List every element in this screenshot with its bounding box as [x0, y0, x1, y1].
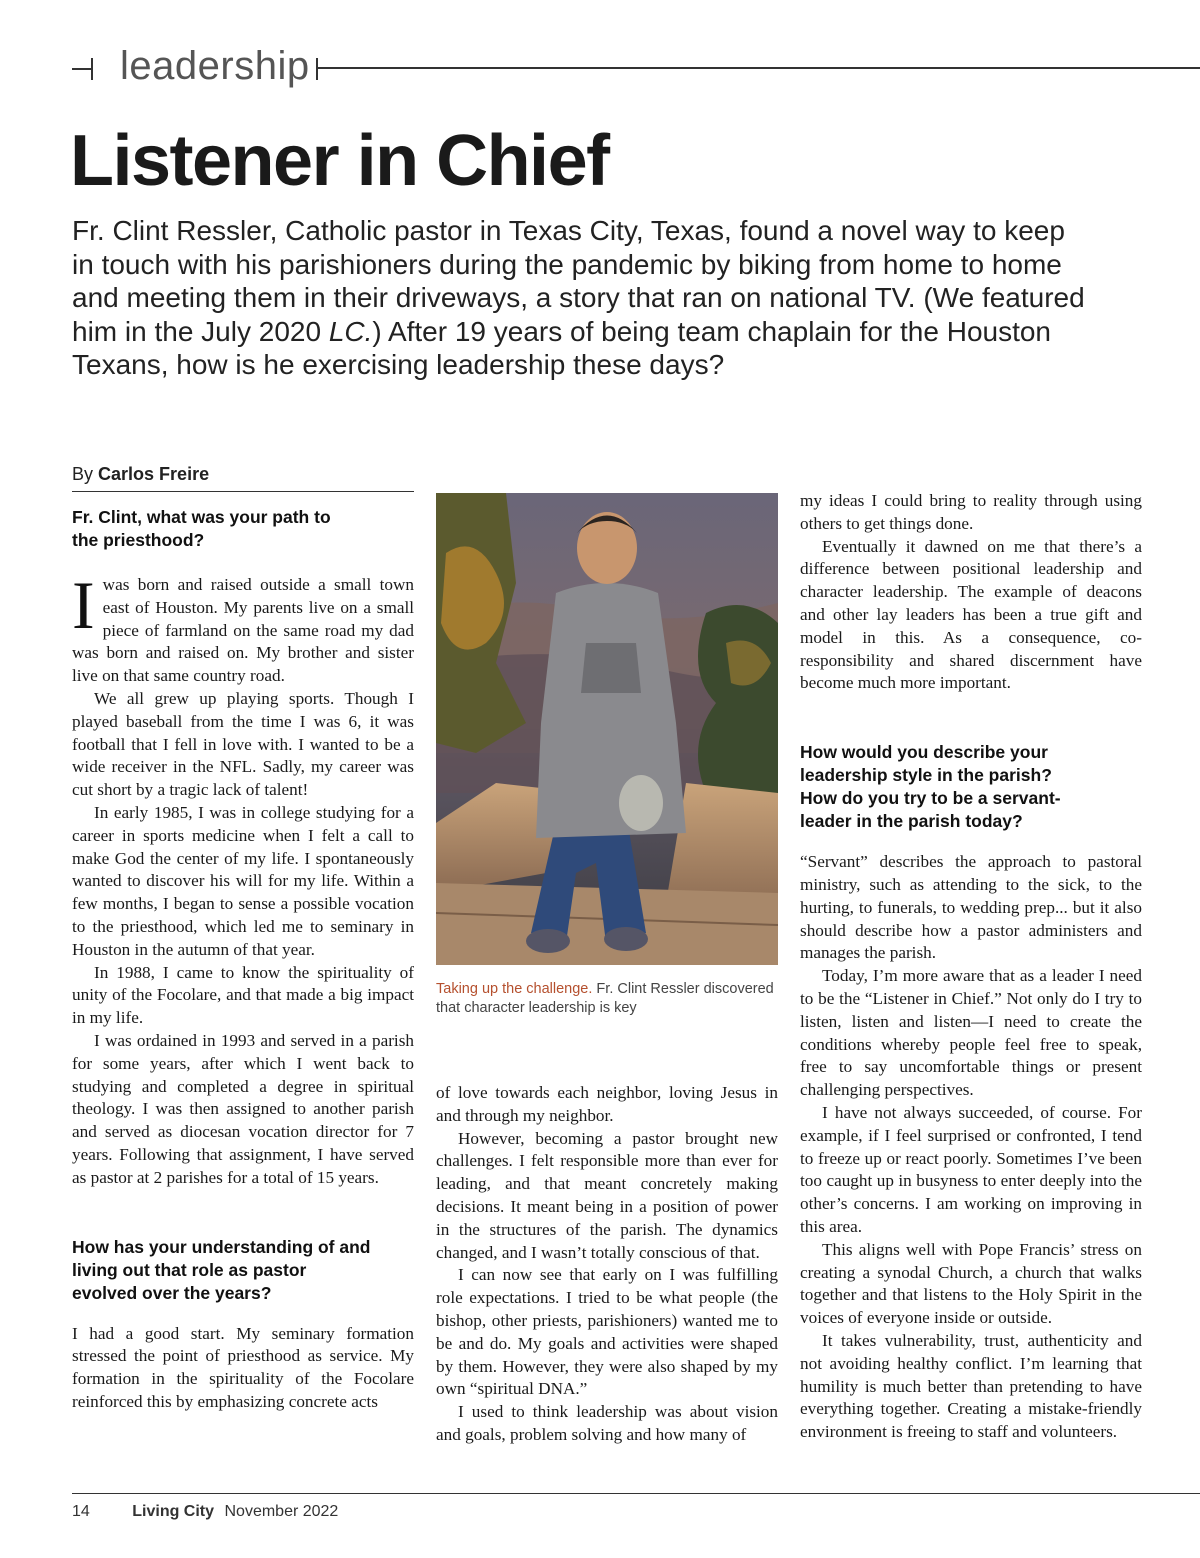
paragraph: of love towards each neighbor, loving Jesus in and through my neighbor. [436, 1083, 778, 1125]
header-right-tick [316, 58, 318, 80]
paragraph: I can now see that early on I was fulfilling role expectations. I tried to be what people (the bishop, other priests, parishioners) wanted me to be and do. My goals and activities were shaped by them. However, they were also shaped by my own “spiritual DNA.” [436, 1265, 778, 1399]
drop-cap: I [72, 567, 95, 643]
answer-3 [800, 851, 1142, 1444]
photo-caption [436, 980, 776, 1018]
paragraph: However, becoming a pastor brought new challenges. I felt responsible more than ever for leading, and that meant concretely making decisions. It meant being in a position of power in the structures of the parish. The dynamics changed, and I wasn’t totally conscious of that. [436, 1128, 778, 1262]
deck-text-2: ) After 19 years of being team chaplain for the Houston Texans, how is he exercising leadership these days? [72, 315, 1052, 380]
paragraph: It takes vulnerability, trust, authenticity and not avoiding healthy conflict. I’m learning that humility is much better than pretending to have everything together. Creating a mistake-friendly environment is freeing to staff and volunteers. [800, 1330, 1142, 1442]
caption-lead: Taking up the challenge. [436, 981, 593, 997]
deck-text-1: Fr. Clint Ressler, Catholic pastor in Texas City, Texas, found a novel way to keep in touch with his parishioners during the pandemic by biking from home to home and meeting them in their driveways, a story that ran on national TV. (We featured him in the July 2020 [72, 215, 1085, 347]
paragraph: I had a good start. My seminary formation stressed the point of priesthood as service. My formation in the spirituality of the Focolare reinforced this by emphasizing concrete acts [72, 1323, 414, 1411]
paragraph: Eventually it dawned on me that there’s a difference between positional leadership and character leadership. The example of deacons and other lay leaders has been a true gift and model in this. As a consequence, co-responsibility and shared discernment have become much more important. [800, 536, 1142, 693]
section-label: leadership [120, 44, 310, 88]
paragraph: I used to think leadership was about vision and goals, problem solving and how many of [436, 1402, 778, 1444]
paragraph: my ideas I could bring to reality through using others to get things done. [800, 491, 1142, 533]
paragraph: In 1988, I came to know the spirituality of unity of the Focolare, and that made a big impact in my life. [72, 962, 414, 1028]
paragraph: In early 1985, I was in college studying for a career in sports medicine when I felt a call to make God the center of my life. I spontaneously wanted to discover his will for my life. Within a few months, I began to sense a possible vocation to the priesthood, which led me to seminary in Houston in the autumn of that year. [72, 802, 414, 959]
paragraph: I was ordained in 1993 and served in a parish for some years, after which I went back to studying and completed a degree in spiritual theology. I was then assigned to another parish and served as diocesan vocation director for 7 years. Following that assignment, I have served as pastor at 2 parishes for a total of 15 years. [72, 1030, 414, 1187]
paragraph: I have not always succeeded, of course. For example, if I feel surprised or confronted, I tend to freeze up or react poorly. Sometimes I’ve been too caught up in busyness to enter deeply into the other’s concerns. I am working on improving in this area. [800, 1102, 1142, 1236]
paragraph: “Servant” describes the approach to pastoral ministry, such as attending to the sick, to the hurting, to funerals, to wedding prep... but it also should describe how a pastor administers and manages the parish. [800, 852, 1142, 963]
paragraph: This aligns well with Pope Francis’ stress on creating a synodal Church, a church that walks together and that listens to the Holy Spirit in the voices of everyone inside or outside. [800, 1239, 1142, 1328]
byline [72, 464, 414, 492]
byline-prefix: By [72, 464, 94, 484]
page-number: 14 [72, 1503, 90, 1520]
paragraph [72, 567, 414, 688]
byline-author: Carlos Freire [98, 464, 210, 484]
paragraph: We all grew up playing sports. Though I played baseball from the time I was 6, it was football that I fell in love with. I wanted to be a wide receiver in the NFL. Sadly, my career was cut short by a tragic lack of talent! [72, 688, 414, 800]
question-3: How would you describe your leadership style in the parish? How do you try to be a servant-leader in the parish today? [800, 742, 1061, 832]
column-2 [436, 1082, 778, 1447]
photo-illustration [436, 493, 778, 965]
answer-2 [72, 1323, 414, 1414]
magazine-name: Living City [132, 1503, 215, 1520]
deck-italic: LC. [328, 315, 373, 347]
column-3 [800, 490, 1142, 1444]
answer-2-cont [800, 490, 1142, 695]
article-photo [436, 493, 778, 965]
answer-1 [72, 567, 414, 1190]
article-title: Listener in Chief [70, 121, 609, 201]
page-footer [72, 1503, 338, 1521]
header-rule [318, 67, 1200, 69]
column-1 [72, 506, 414, 1414]
paragraph: Today, I’m more aware that as a leader I need to be the “Listener in Chief.” Not only do I try to listen, listen and listen—I need to create the conditions whereby people feel free to speak, free to say uncomfortable things or present challenging perspectives. [800, 966, 1142, 1100]
article-deck [72, 214, 1092, 382]
section-header [72, 42, 1200, 96]
header-left-bracket [72, 58, 92, 80]
question-2: How has your understanding of and living out that role as pastor evolved over the years? [72, 1236, 371, 1303]
paragraph-text: was born and raised outside a small town east of Houston. My parents live on a small piece of farmland on the same road my dad was born and raised on. My brother and sister live on that same country road. [72, 575, 414, 686]
question-1: Fr. Clint, what was your path to the priesthood? [72, 507, 331, 550]
caption-text: Fr. Clint Ressler discovered that character leadership is key [436, 981, 774, 1016]
footer-rule [72, 1493, 1200, 1494]
issue-date: November 2022 [224, 1503, 339, 1520]
